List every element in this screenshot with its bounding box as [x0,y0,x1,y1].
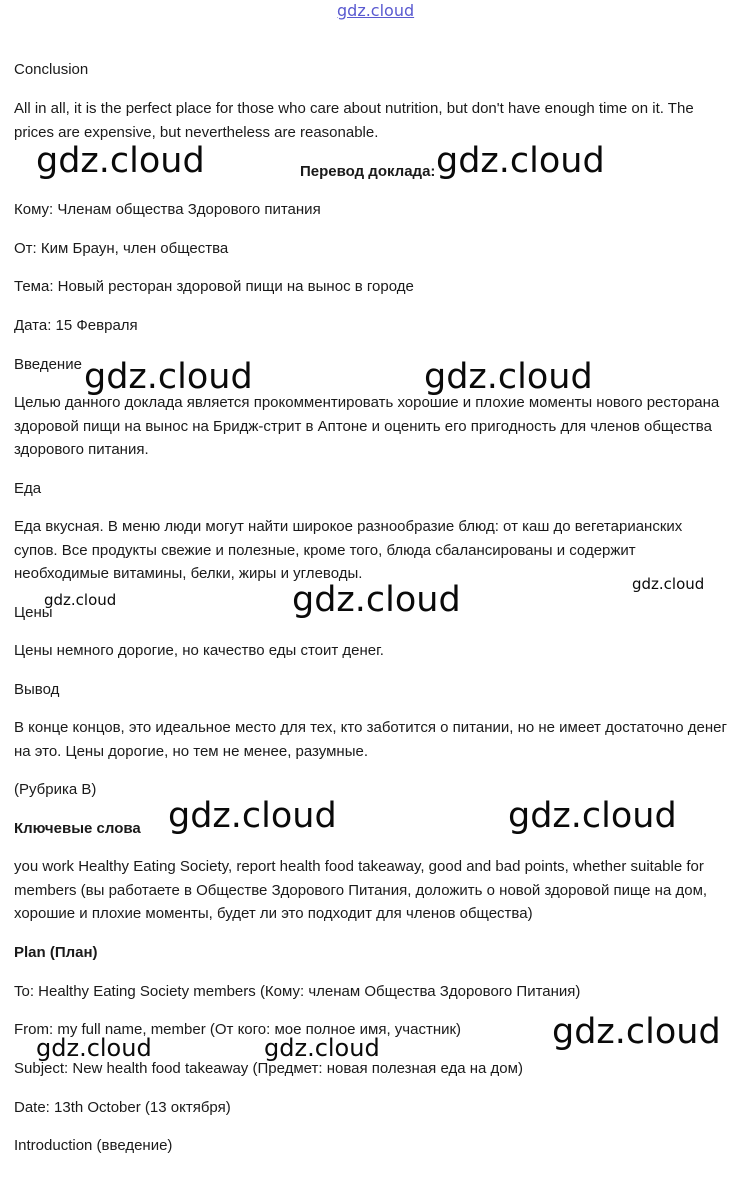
plan-heading: Plan (План) [14,944,98,961]
intro-text: Целью данного доклада является прокомментировать хорошие и плохие моменты нового ресторана здоровой пищи на вынос на Бридж-стрит в Аптоне и оценить его пригодность для членов общества здорового питания. [14,394,720,458]
translation-heading: Перевод доклада: [300,163,436,180]
date-line: Дата: 15 Февраля [14,317,138,334]
watermark: gdz.cloud [424,357,593,397]
keywords-heading: Ключевые слова [14,820,141,837]
from-line: От: Ким Браун, член общества [14,240,229,257]
plan-date: Date: 13th October (13 октября) [14,1099,231,1116]
prices-text: Цены немного дорогие, но качество еды стоит денег. [14,642,384,659]
food-text: Еда вкусная. В меню люди могут найти широкое разнообразие блюд: от каш до вегетарианских супов. Все продукты свежие и полезные, кроме того, блюда сбалансированы и содержит необходимые витамины, белки, жиры и углеводы. [14,518,683,582]
conclusion-ru-text: В конце концов, это идеальное место для тех, кто заботится о питании, но не имеет достаточно денег на это. Цены дорогие, но тем не менее, разумные. [14,719,727,760]
watermark: gdz.cloud [36,1034,152,1062]
watermark: gdz.cloud [44,591,117,609]
prices-heading: Цены [14,604,53,621]
plan-intro: Introduction (введение) [14,1137,173,1154]
watermark: gdz.cloud [36,141,205,181]
watermark: gdz.cloud [292,580,461,620]
conclusion-heading: Conclusion [14,61,89,78]
watermark: gdz.cloud [168,796,337,836]
subject-line: Тема: Новый ресторан здоровой пищи на вынос в городе [14,278,414,295]
watermark: gdz.cloud [632,575,705,593]
rubric: (Рубрика B) [14,781,97,798]
intro-heading: Введение [14,356,82,373]
conclusion-ru-heading: Вывод [14,681,60,698]
keywords-text: you work Healthy Eating Society, report health food takeaway, good and bad points, whether suitable for members (вы работаете в Обществе Здорового Питания, доложить о новой здоровой пище на дом, хорошие и плохие моменты, будет ли это подходит для членов общества) [14,858,708,922]
conclusion-text: All in all, it is the perfect place for those who care about nutrition, but don't have enough time on it. The prices are expensive, but nevertheless are reasonable. [14,100,694,141]
to-line: Кому: Членам общества Здорового питания [14,201,321,218]
watermark: gdz.cloud [436,141,605,181]
plan-to: To: Healthy Eating Society members (Кому: членам Общества Здорового Питания) [14,983,581,1000]
watermark: gdz.cloud [552,1012,721,1052]
plan-subject: Subject: New health food takeaway (Предмет: новая полезная еда на дом) [14,1060,523,1077]
header-watermark[interactable]: gdz.cloud [337,1,415,20]
watermark: gdz.cloud [264,1034,380,1062]
food-heading: Еда [14,480,42,497]
watermark: gdz.cloud [84,357,253,397]
watermark: gdz.cloud [508,796,677,836]
plan-from: From: my full name, member (От кого: мое полное имя, участник) [14,1021,462,1038]
